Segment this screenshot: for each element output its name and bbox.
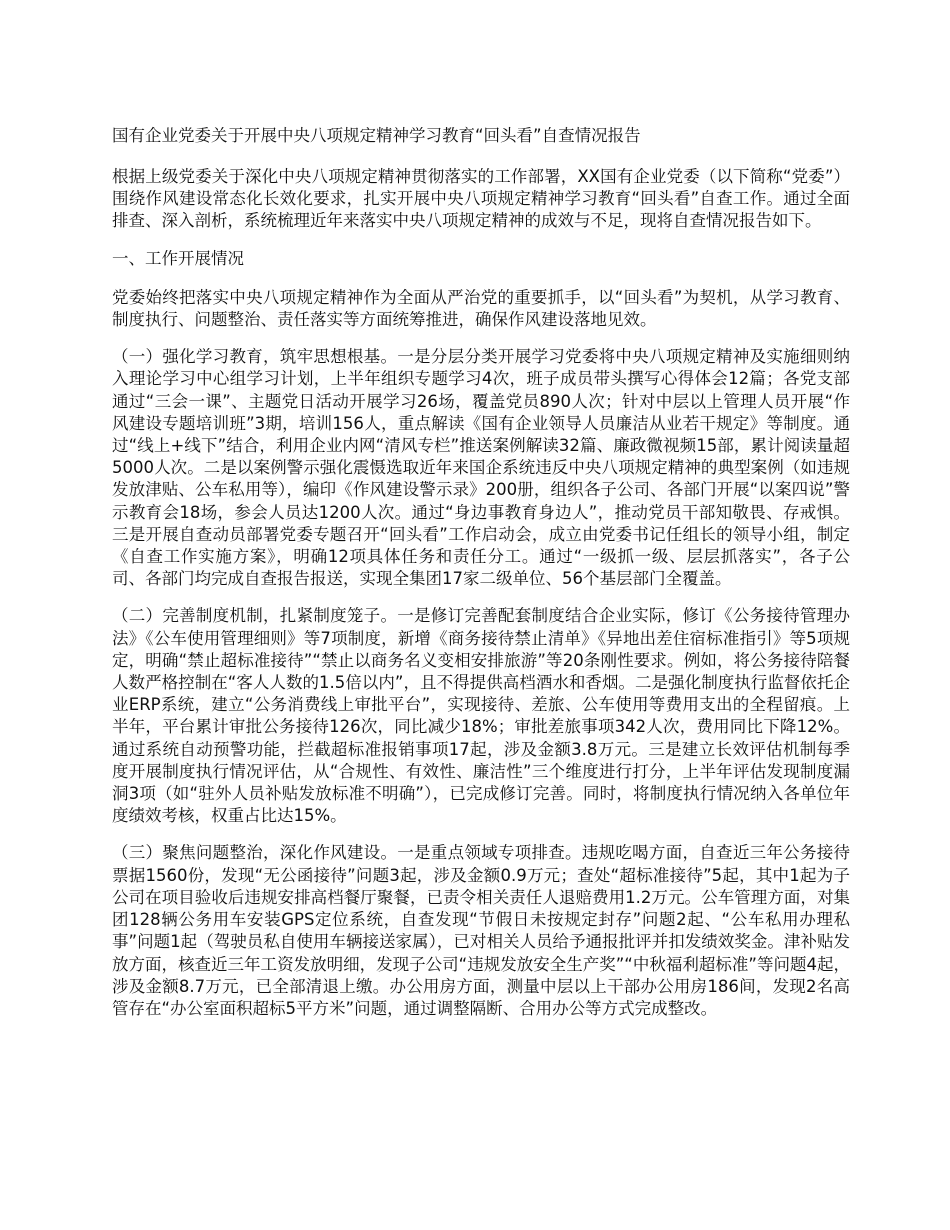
intro-paragraph: 根据上级党委关于深化中央八项规定精神贯彻落实的工作部署，XX国有企业党委（以下简称“党委”）围绕作风建设常态化长效化要求，扎实开展中央八项规定精神学习教育“回头看”自查工作。通过全面排查、深入剖析，系统梳理近年来落实中央八项规定精神的成效与不足，现将自查情况报告如下。 [112, 167, 850, 231]
body-paragraph-rectification: （三）聚焦问题整治，深化作风建设。一是重点领域专项排查。违规吃喝方面，自查近三年公务接待票据1560份，发现“无公函接待”问题3起，涉及金额0.9万元；查处“超标准接待”5起，其中1起为子公司在项目验收后违规安排高档餐厅聚餐，已责令相关责任人退赔费用1.2万元。公车管理方面，对集团128辆公务用车安装GPS定位系统，自查发现“节假日未按规定封存”问题2起、“公车私用办理私事”问题1起（驾驶员私自使用车辆接送家属），已对相关人员给予通报批评并扣发绩效奖金。津补贴发放方面，核查近三年工资发放明细，发现子公司“违规发放安全生产奖”“中秋福利超标准”等问题4起，涉及金额8.7万元，已全部清退上缴。办公用房方面，测量中层以上干部办公用房186间，发现2名高管存在“办公室面积超标5平方米”问题，通过调整隔断、合用办公等方式完成整改。 [112, 843, 850, 1018]
section-intro-paragraph: 党委始终把落实中央八项规定精神作为全面从严治党的重要抓手，以“回头看”为契机，从学习教育、制度执行、问题整治、责任落实等方面统筹推进，确保作风建设落地见效。 [112, 287, 850, 330]
document-title: 国有企业党委关于开展中央八项规定精神学习教育“回头看”自查情况报告 [112, 126, 641, 145]
body-paragraph-system: （二）完善制度机制，扎紧制度笼子。一是修订完善配套制度结合企业实际，修订《公务接待管理办法》《公车使用管理细则》等7项制度，新增《商务接待禁止清单》《异地出差住宿标准指引》等5项规定，明确“禁止超标准接待”“禁止以商务名义变相安排旅游”等20条刚性要求。例如，将公务接待陪餐人数严格控制在“客人人数的1.5倍以内”，且不得提供高档酒水和香烟。二是强化制度执行监督依托企业ERP系统，建立“公务消费线上审批平台”，实现接待、差旅、公车使用等费用支出的全程留痕。上半年，平台累计审批公务接待126次，同比减少18%；审批差旅事项342人次，费用同比下降12%。通过系统自动预警功能，拦截超标准报销事项17起，涉及金额3.8万元。三是建立长效评估机制每季度开展制度执行情况评估，从“合规性、有效性、廉洁性”三个维度进行打分，上半年评估发现制度漏洞3项（如“驻外人员补贴发放标准不明确”），已完成修订完善。同时，将制度执行情况纳入各单位年度绩效考核，权重占比达15%。 [112, 606, 850, 826]
body-paragraph-study: （一）强化学习教育，筑牢思想根基。一是分层分类开展学习党委将中央八项规定精神及实施细则纳入理论学习中心组学习计划，上半年组织专题学习4次，班子成员带头撰写心得体会12篇；各党支部通过“三会一课”、主题党日活动开展学习26场，覆盖党员890人次；针对中层以上管理人员开展“作风建设专题培训班”3期，培训156人，重点解读《国有企业领导人员廉洁从业若干规定》等制度。通过“线上+线下”结合，利用企业内网“清风专栏”推送案例解读32篇、廉政微视频15部，累计阅读量超5000人次。二是以案例警示强化震慑选取近年来国企系统违反中央八项规定精神的典型案例（如违规发放津贴、公车私用等），编印《作风建设警示录》200册，组织各子公司、各部门开展“以案四说”警示教育会18场，参会人员达1200人次。通过“身边事教育身边人”，推动党员干部知敬畏、存戒惧。三是开展自查动员部署党委专题召开“回头看”工作启动会，成立由党委书记任组长的领导小组，制定《自查工作实施方案》，明确12项具体任务和责任分工。通过“一级抓一级、层层抓落实”，各子公司、各部门均完成自查报告报送，实现全集团17家二级单位、56个基层部门全覆盖。 [112, 347, 850, 589]
section-heading: 一、工作开展情况 [112, 248, 244, 268]
